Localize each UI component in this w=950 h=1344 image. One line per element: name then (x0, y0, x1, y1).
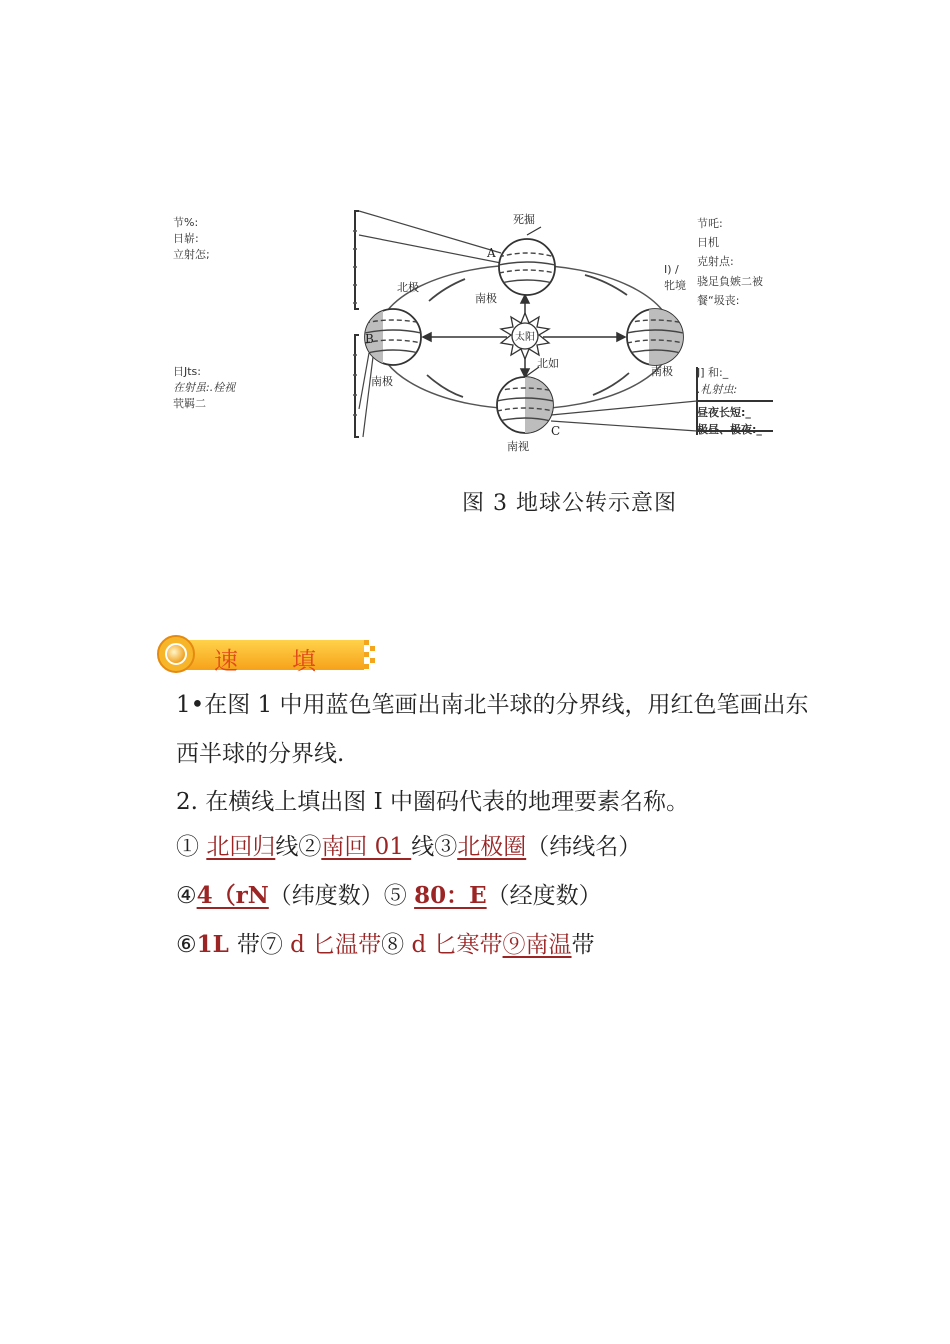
note-line: 昼夜长短:_ (697, 406, 751, 419)
answer-row-1 (176, 832, 641, 862)
label-left-north: 北极 (397, 281, 419, 294)
answer-blank-1[interactable]: 北回归 (206, 834, 276, 860)
answer-blank-2[interactable]: 南回 01 (321, 834, 412, 860)
label-a: A (487, 246, 496, 260)
banner-char: 速 (214, 647, 240, 675)
question-1-line-2: 西半球的分界线. (176, 741, 345, 767)
note-line: 茕羁二 (173, 397, 206, 410)
answer-blank-7[interactable]: d 匕温带 (290, 932, 382, 958)
figure-caption: 图 3 地球公转示意图 (462, 491, 677, 516)
note-line: 日Jts: (173, 365, 201, 378)
answer-text: ⑧ (381, 932, 405, 958)
label-top-earth: 死掘 (513, 213, 535, 226)
note-line: I) / (664, 263, 679, 276)
note-line: 日崭: (173, 232, 199, 245)
right-bracket (697, 367, 773, 435)
circle-marker: ④ (176, 883, 197, 909)
answer-blank-3[interactable]: 北极圈 (457, 834, 527, 860)
note-line: 餐“圾丧: (697, 294, 740, 307)
answer-blank-5[interactable]: 80：E (414, 882, 487, 909)
circle-marker: ⑥ (176, 932, 197, 958)
left-notes-top (173, 215, 210, 263)
question-2-title: 2. 在横线上填出图 I 中圈码代表的地理要素名称。 (176, 789, 689, 815)
answer-blank-8[interactable]: d 匕寒带 (411, 932, 503, 958)
answer-blank-9[interactable]: ⑨南温 (502, 932, 572, 958)
answer-text: 线② (275, 834, 322, 860)
note-line: 节%: (173, 216, 199, 229)
note-line: .札射虫: (697, 383, 738, 396)
banner-title (214, 641, 318, 676)
question-1-line-1: 1•在图 1 中用蓝色笔画出南北半球的分界线，用红色笔画出东 (176, 692, 809, 718)
sun-label: 太阳 (515, 332, 535, 343)
answer-row-2 (176, 881, 602, 911)
note-line: 节吒: (697, 217, 723, 230)
note-line: 克射点: (697, 255, 734, 268)
note-line: 在射虽:.栓视 (173, 381, 236, 394)
note-line: 骁足負嫉二被 (697, 275, 763, 288)
label-top-south: 南极 (475, 292, 497, 305)
answer-text: 带 (571, 932, 595, 958)
answer-text: （纬度数）⑤ (268, 883, 407, 909)
note-line: 极昼、极夜:_ (697, 423, 762, 436)
left-bracket (355, 211, 359, 437)
earth-d-icon (627, 309, 683, 365)
answer-text: 带⑦ (236, 932, 283, 958)
answer-text: （纬线名） (526, 834, 642, 860)
label-c: C (551, 424, 561, 438)
answer-blank-4[interactable]: 4（rN (196, 882, 269, 909)
label-bottom-north: 北如 (537, 357, 559, 370)
banner-pixel-decoration (364, 640, 375, 669)
note-line: 日机 (697, 236, 719, 249)
earth-a-icon (499, 227, 555, 295)
note-line: 立射怎; (173, 248, 210, 261)
note-line: J] 和:_ (697, 366, 729, 379)
label-bottom-south: 南视 (507, 440, 529, 453)
answer-text: 线③ (411, 834, 458, 860)
label-right-south: 南极 (651, 365, 673, 378)
label-b: B (365, 332, 374, 346)
earth-c-icon (497, 367, 553, 433)
banner-char: 填 (292, 647, 318, 675)
circle-marker: ① (176, 834, 199, 860)
note-line: 牝境 (664, 279, 686, 292)
label-left-south: 南极 (371, 375, 393, 388)
earth-orbit-diagram (345, 205, 785, 455)
answer-text: （经度数） (486, 883, 602, 909)
answer-blank-6[interactable]: 1L (196, 931, 237, 958)
answer-row-3 (176, 930, 595, 960)
left-notes-bottom (173, 364, 235, 412)
